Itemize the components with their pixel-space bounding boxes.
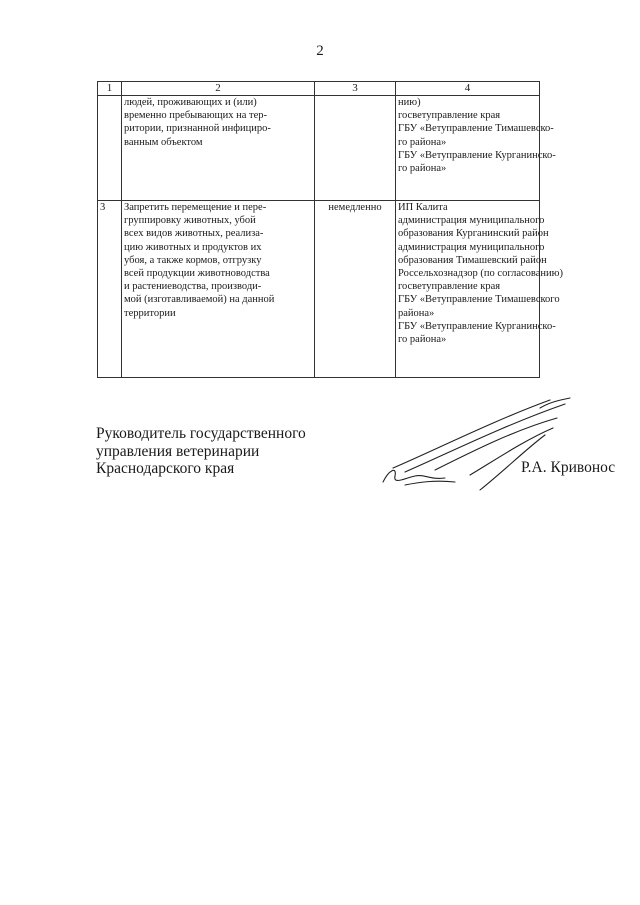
measure-line: цию животных и продуктов их: [124, 241, 262, 253]
page-number: 2: [316, 43, 324, 59]
responsible-line: го района»: [398, 334, 447, 346]
responsible-line: района»: [398, 307, 435, 319]
measure-cell: [122, 201, 315, 378]
table-row: [98, 201, 540, 378]
responsible-line: ГБУ «Ветуправление Тимашевского: [398, 294, 560, 306]
measure-line: убоя, а также кормов, отгрузку: [124, 254, 262, 266]
header-col-4: 4: [396, 82, 540, 96]
measures-table: [97, 81, 563, 378]
header-col-3: 3: [315, 82, 396, 96]
measure-line: людей, проживающих и (или): [124, 97, 257, 108]
signer-name: Р.А. Кривонос: [521, 459, 616, 476]
responsible-line: образования Курганинский район: [398, 228, 549, 240]
responsible-line: ГБУ «Ветуправление Тимашевско-: [398, 123, 554, 135]
responsible-line: го района»: [398, 163, 447, 175]
header-col-2: 2: [122, 82, 315, 96]
position-line: Краснодарского края: [96, 460, 235, 477]
measure-line: временно пребывающих на тер-: [124, 110, 268, 122]
term-cell: немедленно: [315, 201, 396, 378]
measure-line: ванным объектом: [124, 136, 203, 148]
responsible-line: образования Тимашевский район: [398, 254, 547, 266]
responsible-line: госветуправление края: [398, 281, 501, 293]
responsible-line: нию): [398, 97, 421, 108]
measure-line: территории: [124, 307, 176, 319]
responsible-cell: [396, 96, 556, 201]
responsible-line: го района»: [398, 136, 447, 148]
responsible-line: ИП Калита: [398, 202, 448, 213]
responsible-line: администрация муниципального: [398, 241, 545, 253]
measure-line: всей продукции животноводства: [124, 268, 270, 280]
responsible-line: госветуправление края: [398, 110, 501, 122]
table-header-row: [98, 82, 540, 96]
position-line: управления ветеринарии: [96, 442, 260, 460]
responsible-cell: [396, 201, 563, 378]
signatory-position: [96, 425, 306, 478]
measure-line: и растениеводства, производи-: [124, 281, 262, 293]
responsible-line: Россельхознадзор (по согласованию): [398, 268, 563, 280]
measure-line: Запретить перемещение и пере-: [124, 202, 267, 213]
responsible-line: администрация муниципального: [398, 215, 545, 227]
measure-cell: [122, 96, 315, 201]
position-line: Руководитель государственного: [96, 425, 306, 442]
row-number: [98, 96, 122, 201]
handwritten-signature: [375, 390, 575, 500]
header-col-1: 1: [98, 82, 122, 96]
measure-line: мой (изготавливаемой) на данной: [124, 294, 275, 306]
responsible-line: ГБУ «Ветуправление Курганинско-: [398, 149, 556, 161]
row-number: 3: [98, 201, 122, 378]
term-cell: [315, 96, 396, 201]
measure-line: ритории, признанной инфициро-: [124, 123, 271, 135]
measure-line: группировку животных, убой: [124, 215, 256, 227]
measure-line: всех видов животных, реализа-: [124, 228, 264, 240]
responsible-line: ГБУ «Ветуправление Курганинско-: [398, 320, 556, 332]
table-row: [98, 96, 540, 201]
